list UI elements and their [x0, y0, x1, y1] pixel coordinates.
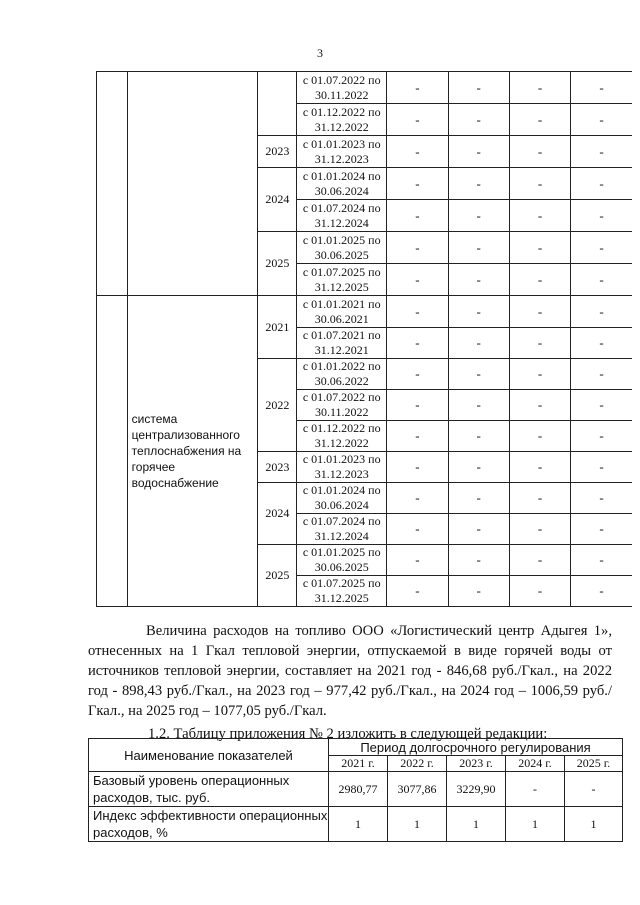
table-cell: -: [509, 296, 570, 328]
table-cell: 3229,90: [447, 772, 506, 807]
period-cell: с 01.07.2025 по 31.12.2025: [297, 264, 387, 296]
table-cell: -: [448, 359, 509, 390]
table-cell: -: [387, 328, 448, 359]
page-number: 3: [317, 46, 323, 60]
table-cell: -: [387, 296, 448, 328]
year-cell: 2025: [258, 232, 297, 296]
table-cell: -: [448, 545, 509, 576]
period-cell: с 01.01.2025 по 30.06.2025: [297, 232, 387, 264]
table-cell: -: [448, 390, 509, 421]
table-cell: -: [387, 232, 448, 264]
table-cell: -: [387, 483, 448, 514]
row-label-base-opex: Базовый уровень операционных расходов, тыс. руб.: [89, 772, 329, 807]
table-cell: -: [571, 104, 632, 136]
table-cell: -: [387, 452, 448, 483]
table-cell: 1: [506, 807, 565, 842]
table-cell: 1: [565, 807, 623, 842]
table-cell: -: [448, 232, 509, 264]
year-header: 2021 г.: [329, 756, 388, 772]
table-cell: -: [509, 168, 570, 200]
table-cell: -: [509, 421, 570, 452]
year-cell: 2024: [258, 483, 297, 545]
table-cell: -: [448, 421, 509, 452]
table-cell: -: [387, 264, 448, 296]
period-cell: с 01.01.2024 по 30.06.2024: [297, 483, 387, 514]
period-cell: с 01.07.2022 по 30.11.2022: [297, 72, 387, 104]
table-cell: -: [509, 200, 570, 232]
table-cell: -: [571, 390, 632, 421]
table-cell: 1: [329, 807, 388, 842]
period-cell: с 01.07.2025 по 31.12.2025: [297, 576, 387, 607]
period-cell: с 01.01.2024 по 30.06.2024: [297, 168, 387, 200]
table-cell: -: [448, 483, 509, 514]
table-cell: -: [387, 421, 448, 452]
table-cell: -: [509, 72, 570, 104]
year-cell: 2023: [258, 136, 297, 168]
period-cell: с 01.12.2022 по 31.12.2022: [297, 104, 387, 136]
table-cell: -: [448, 168, 509, 200]
table-cell: 3077,86: [388, 772, 447, 807]
table-cell: -: [448, 136, 509, 168]
table-cell: -: [387, 390, 448, 421]
table-cell: -: [571, 452, 632, 483]
table-cell: -: [387, 514, 448, 545]
table-heading-paragraph: 1.2. Таблицу приложения № 2 изложить в следующей редакции:: [148, 726, 548, 742]
period-cell: с 01.01.2025 по 30.06.2025: [297, 545, 387, 576]
table-cell: -: [387, 545, 448, 576]
period-cell: с 01.01.2023 по 31.12.2023: [297, 452, 387, 483]
period-cell: с 01.07.2022 по 30.11.2022: [297, 390, 387, 421]
period-cell: с 01.07.2024 по 31.12.2024: [297, 514, 387, 545]
table-cell: -: [387, 136, 448, 168]
year-header: 2022 г.: [388, 756, 447, 772]
table-cell: -: [509, 545, 570, 576]
table-cell: -: [509, 452, 570, 483]
table-cell: -: [571, 232, 632, 264]
table-cell: -: [571, 483, 632, 514]
fuel-cost-text: Величина расходов на топливо ООО «Логистический центр Адыгея 1», отнесенных на 1 Гкал тепловой энергии, отпускаемой в виде горячей воды от источников тепловой энергии, составляет на 2021 год - 846,68 руб./Гкал., на 2022 год - 898,43 руб./Гкал., на 2023 год – 977,42 руб./Гкал., на 2024 год – 1006,59 руб./Гкал., на 2025 год – 1077,05 руб./Гкал.: [88, 623, 612, 719]
year-header: 2025 г.: [565, 756, 623, 772]
table-cell: -: [509, 232, 570, 264]
table-cell: -: [448, 514, 509, 545]
table-cell: -: [448, 200, 509, 232]
table-cell: -: [571, 514, 632, 545]
period-cell: с 01.07.2024 по 31.12.2024: [297, 200, 387, 232]
table-cell: -: [387, 104, 448, 136]
table-cell: -: [571, 328, 632, 359]
period-cell: с 01.07.2021 по 31.12.2021: [297, 328, 387, 359]
table-cell: -: [509, 104, 570, 136]
table-cell: -: [448, 104, 509, 136]
table-cell: -: [387, 200, 448, 232]
table-cell: -: [571, 136, 632, 168]
period-cell: с 01.12.2022 по 31.12.2022: [297, 421, 387, 452]
table-cell: -: [448, 296, 509, 328]
table-cell: -: [571, 72, 632, 104]
table-cell: -: [506, 772, 565, 807]
table-cell: -: [509, 136, 570, 168]
fuel-cost-paragraph: [88, 621, 612, 721]
table-cell: -: [448, 576, 509, 607]
year-cell: 2024: [258, 168, 297, 232]
table-cell: -: [509, 514, 570, 545]
table-cell: -: [571, 545, 632, 576]
header-indicator-name: Наименование показателей: [89, 739, 329, 772]
table-cell: -: [387, 359, 448, 390]
table-cell: -: [387, 72, 448, 104]
table-cell: -: [448, 328, 509, 359]
table-cell: -: [387, 168, 448, 200]
table-cell: -: [571, 200, 632, 232]
operating-costs-table: [88, 738, 623, 842]
table-cell: -: [571, 421, 632, 452]
table-cell: 1: [388, 807, 447, 842]
table-cell: 2980,77: [329, 772, 388, 807]
table-cell: -: [509, 328, 570, 359]
system-name-cell: система централизованного теплоснабжения на горячее водоснабжение: [127, 296, 258, 607]
table-cell: -: [448, 264, 509, 296]
table-cell: -: [571, 168, 632, 200]
table-cell: -: [509, 390, 570, 421]
table-cell: -: [571, 264, 632, 296]
table-cell: -: [571, 576, 632, 607]
table-cell: -: [387, 576, 448, 607]
header-regulation-period: Период долгосрочного регулирования: [329, 739, 623, 756]
table-cell: -: [509, 264, 570, 296]
year-cell: 2021: [258, 296, 297, 359]
year-cell: 2025: [258, 545, 297, 607]
year-cell: 2022: [258, 359, 297, 452]
row-label-efficiency-index: Индекс эффективности операционных расходов, %: [89, 807, 329, 842]
table-cell: -: [571, 296, 632, 328]
table-cell: -: [509, 483, 570, 514]
table-cell: -: [448, 72, 509, 104]
table-cell: 1: [447, 807, 506, 842]
tariff-periods-table: [96, 71, 632, 607]
year-header: 2024 г.: [506, 756, 565, 772]
period-cell: с 01.01.2021 по 30.06.2021: [297, 296, 387, 328]
table-cell: -: [565, 772, 623, 807]
table-cell: -: [571, 359, 632, 390]
period-cell: с 01.01.2023 по 31.12.2023: [297, 136, 387, 168]
year-cell: 2023: [258, 452, 297, 483]
year-header: 2023 г.: [447, 756, 506, 772]
table-cell: -: [509, 576, 570, 607]
table-cell: -: [448, 452, 509, 483]
period-cell: с 01.01.2022 по 30.06.2022: [297, 359, 387, 390]
table-cell: -: [509, 359, 570, 390]
